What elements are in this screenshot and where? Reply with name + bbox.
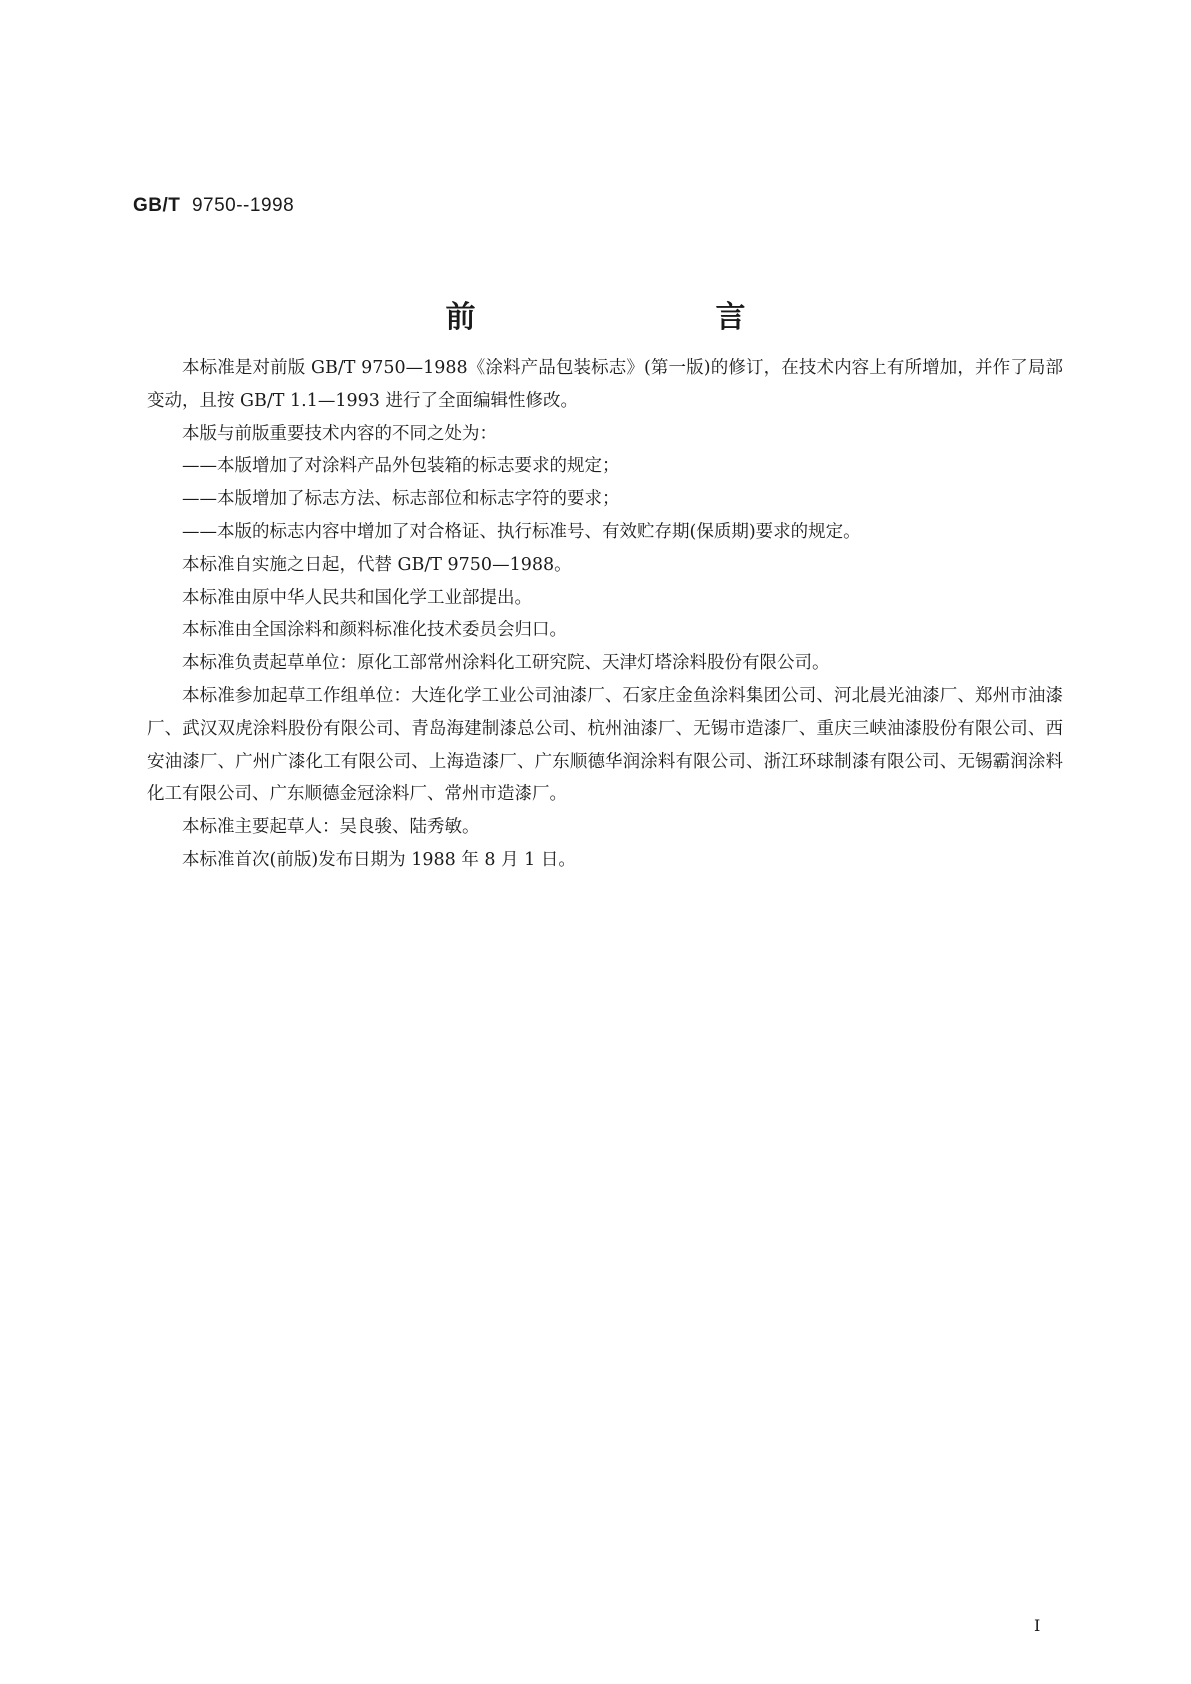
paragraph: 本标准首次(前版)发布日期为 1988 年 8 月 1 日。 [182,849,576,870]
foreword-body [147,352,1063,877]
standard-code-prefix: GB/T [133,195,181,216]
paragraph: 本标准由全国涂料和颜料标准化技术委员会归口。 [182,620,567,641]
list-item: ——本版的标志内容中增加了对合格证、执行标准号、有效贮存期(保质期)要求的规定。 [182,521,861,542]
paragraph: 本标准是对前版 GB/T 9750—1988《涂料产品包装标志》(第一版)的修订，在技术内容上有所增加，并作了局部变动，且按 GB/T 1.1—1993 进行了全面编辑性修改。 [147,358,1063,411]
list-item: ——本版增加了对涂料产品外包装箱的标志要求的规定； [182,456,620,477]
standard-code-number: 9750--1998 [191,195,295,216]
paragraph: 本标准负责起草单位：原化工部常州涂料化工研究院、天津灯塔涂料股份有限公司。 [182,653,830,674]
paragraph: 本标准参加起草工作组单位：大连化学工业公司油漆厂、石家庄金鱼涂料集团公司、河北晨光油漆厂、郑州市油漆厂、武汉双虎涂料股份有限公司、青岛海建制漆总公司、杭州油漆厂、无锡市造漆厂、重庆三峡油漆股份有限公司、西安油漆厂、广州广漆化工有限公司、上海造漆厂、广东顺德华润涂料有限公司、浙江环球制漆有限公司、无锡霸润涂料化工有限公司、广东顺德金冠涂料厂、常州市造漆厂。 [147,685,1063,805]
page-number: I [1034,1616,1041,1635]
paragraph: 本标准由原中华人民共和国化学工业部提出。 [182,587,532,608]
paragraph: 本标准主要起草人：吴良骏、陆秀敏。 [182,817,480,838]
page-title: 前 言 [445,300,806,335]
list-item: ——本版增加了标志方法、标志部位和标志字符的要求； [182,489,620,510]
paragraph: 本标准自实施之日起，代替 GB/T 9750—1988。 [182,554,572,575]
standard-code [133,195,294,217]
paragraph: 本版与前版重要技术内容的不同之处为： [182,423,497,444]
